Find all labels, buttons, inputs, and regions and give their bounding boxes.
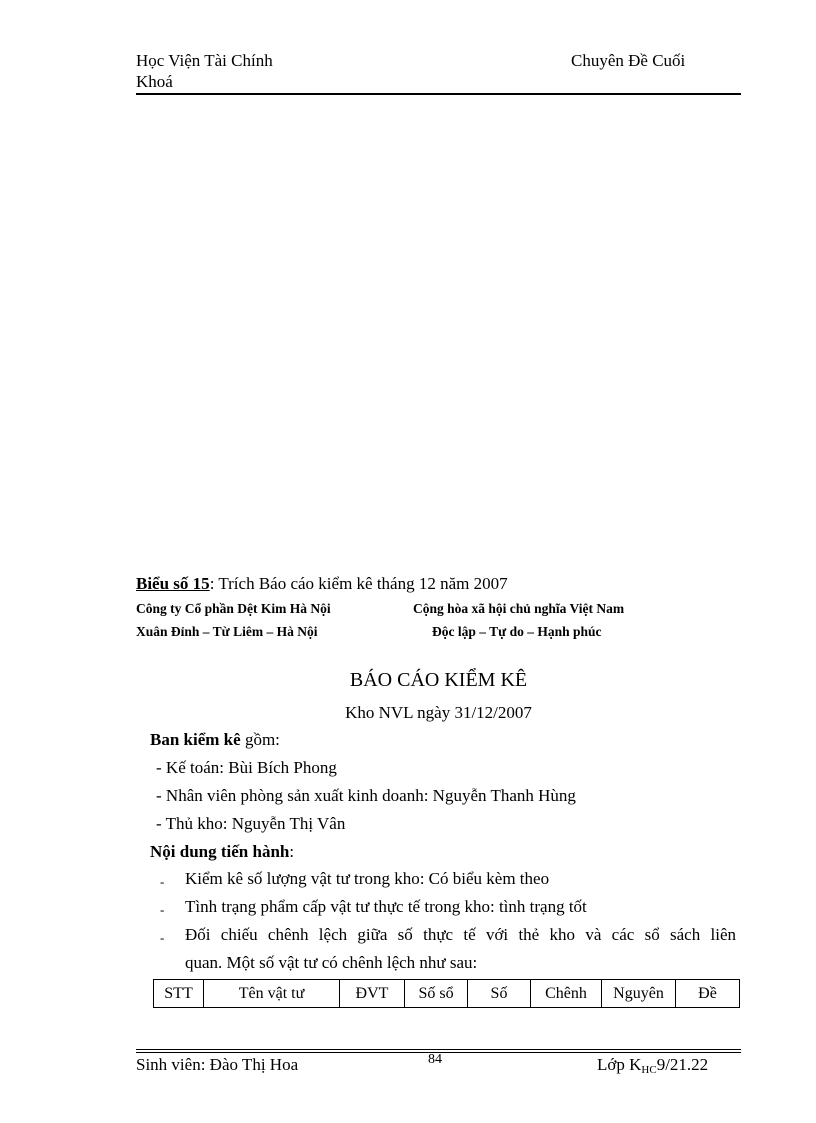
footer-divider [136, 1049, 741, 1050]
content-heading-bold: Nội dung tiến hành [150, 842, 290, 861]
bullet-dash: - [160, 902, 165, 917]
board-heading-bold: Ban kiểm kê [150, 730, 241, 749]
content-item: Tình trạng phẩm cấp vật tư thực tế trong kho: tình trạng tốt [185, 897, 587, 916]
header-school [136, 50, 273, 92]
content-item-continued: quan. Một số vật tư có chênh lệch như sau: [185, 953, 478, 972]
national-motto: Độc lập – Tự do – Hạnh phúc [432, 624, 602, 639]
table-header-cell: Số [468, 980, 531, 1008]
caption-text: : Trích Báo cáo kiểm kê tháng 12 năm 2007 [209, 574, 508, 593]
header-school-line2: Khoá [136, 72, 173, 91]
table-header-cell: Chênh [531, 980, 602, 1008]
footer-student: Sinh viên: Đào Thị Hoa [136, 1055, 299, 1074]
discrepancy-table [153, 979, 740, 1008]
table-header-cell: Nguyên [602, 980, 676, 1008]
board-member-storekeeper: - Thủ kho: Nguyễn Thị Vân [156, 814, 346, 833]
company-name: Công ty Cổ phần Dệt Kim Hà Nội [136, 601, 331, 616]
table-header-cell: ĐVT [340, 980, 405, 1008]
board-member-staff: - Nhân viên phòng sản xuất kinh doanh: Nguyễn Thanh Hùng [156, 786, 576, 805]
footer-class-suffix: 9/21.22 [656, 1055, 709, 1074]
table-header-cell: Đề [676, 980, 740, 1008]
content-heading [150, 842, 294, 862]
report-subtitle: Kho NVL ngày 31/12/2007 [345, 703, 532, 722]
board-heading-rest: gồm: [240, 730, 280, 749]
content-item: Đối chiếu chênh lệch giữa số thực tế với thẻ kho và các sổ sách liên [185, 925, 736, 944]
page-number: 84 [428, 1052, 442, 1067]
bullet-dash: - [160, 874, 165, 889]
table-header-cell: STT [154, 980, 204, 1008]
footer-class [597, 1055, 708, 1076]
table-header-cell: Tên vật tư [204, 980, 340, 1008]
board-member-accountant: - Kế toán: Bùi Bích Phong [156, 758, 337, 777]
header-divider [136, 93, 741, 95]
header-title: Chuyên Đề Cuối [571, 51, 686, 70]
content-heading-colon: : [289, 842, 295, 861]
report-title: BÁO CÁO KIỂM KÊ [349, 669, 528, 691]
company-address: Xuân Đỉnh – Từ Liêm – Hà Nội [136, 624, 318, 639]
table-header-row [154, 980, 740, 1008]
footer-class-prefix: Lớp K [597, 1055, 642, 1074]
footer-class-sub: HC [641, 1064, 657, 1076]
board-heading [150, 730, 280, 750]
header-school-line1: Học Viện Tài Chính [136, 51, 273, 70]
table-header-cell: Số sổ [405, 980, 468, 1008]
figure-caption [136, 574, 508, 594]
bullet-dash: - [160, 930, 165, 945]
caption-label: Biểu số 15 [136, 574, 210, 593]
republic-name: Cộng hòa xã hội chủ nghĩa Việt Nam [413, 601, 625, 616]
content-item: Kiểm kê số lượng vật tư trong kho: Có biểu kèm theo [185, 869, 550, 888]
